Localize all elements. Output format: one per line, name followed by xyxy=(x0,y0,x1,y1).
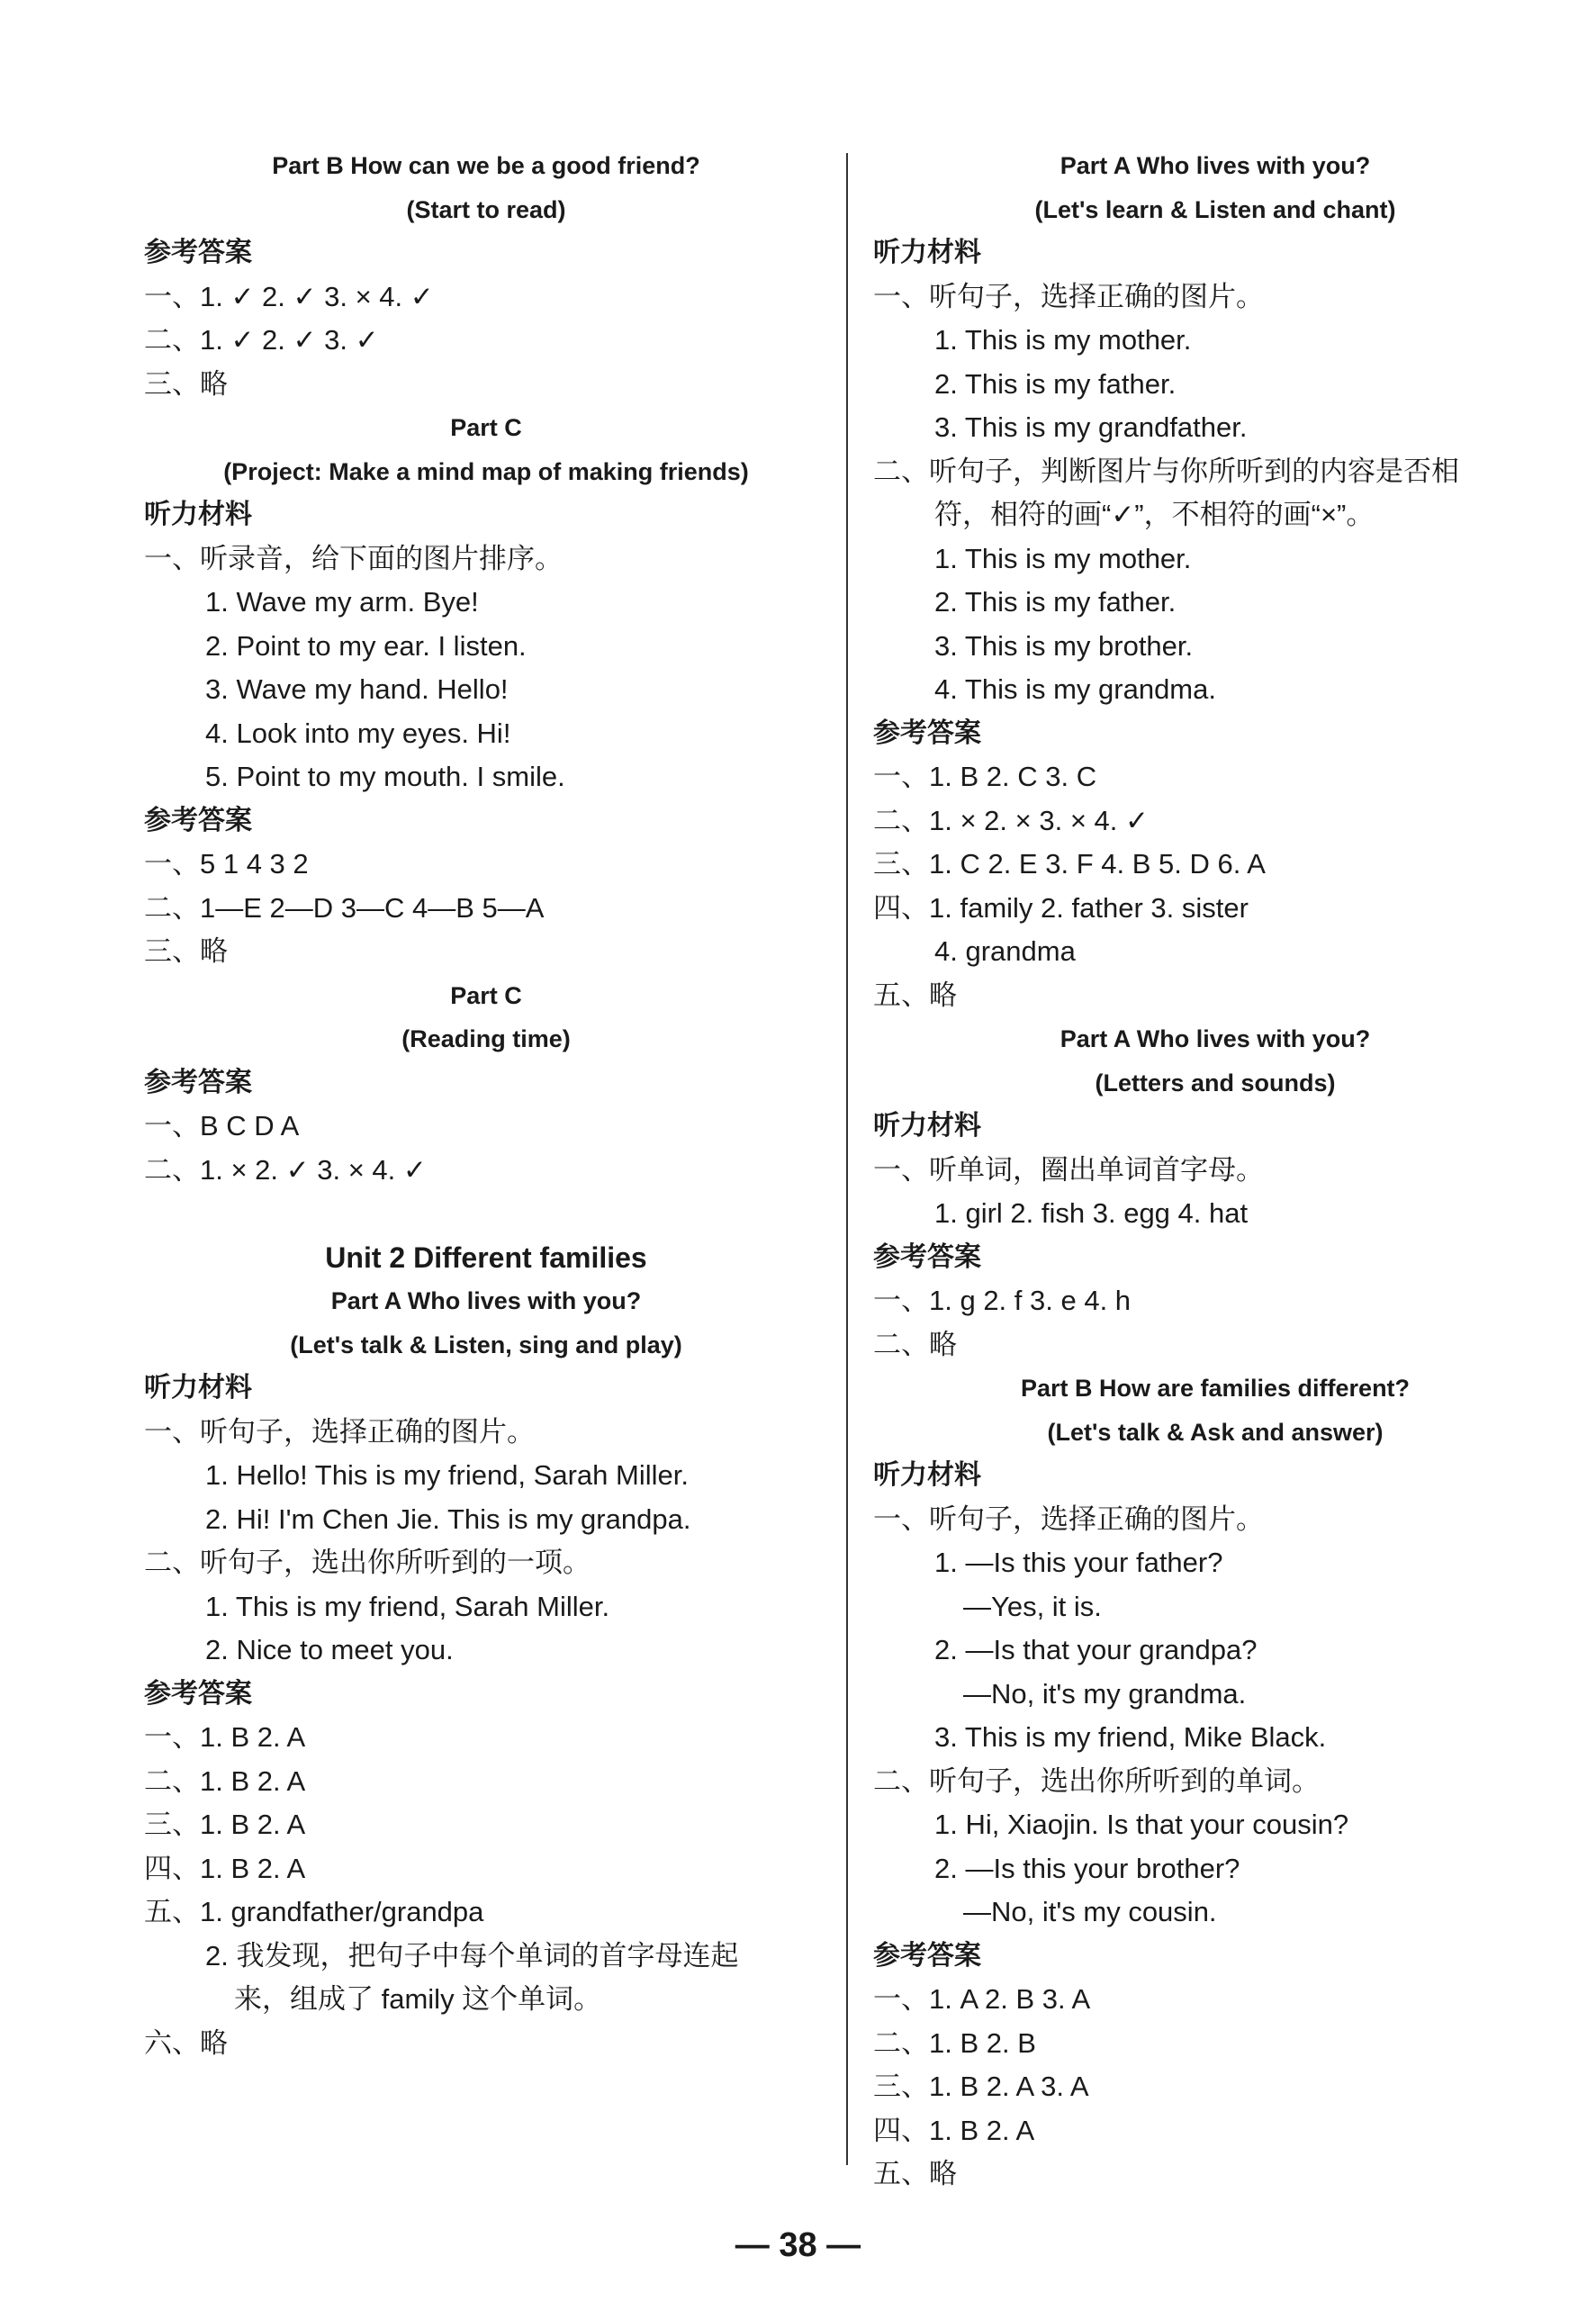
text-line: —No, it's my grandma. xyxy=(963,1677,1247,1710)
subsection-heading: 听力材料 xyxy=(873,1460,981,1490)
text-line: 2. Point to my ear. I listen. xyxy=(205,629,527,662)
text-line: 2. Hi! I'm Chen Jie. This is my grandpa. xyxy=(205,1502,691,1535)
text-line: 二、听句子，选出你所听到的一项。 xyxy=(144,1547,591,1578)
text-line: 四、1. family 2. father 3. sister xyxy=(873,891,1249,924)
text-line: 1. Hello! This is my friend, Sarah Miller. xyxy=(205,1459,689,1491)
text-line: 一、1. B 2. A xyxy=(144,1721,306,1753)
subsection-heading: 参考答案 xyxy=(873,1241,981,1272)
text-line: 1. Hi, Xiaojin. Is that your cousin? xyxy=(934,1809,1349,1840)
subsection-heading: 参考答案 xyxy=(144,1678,252,1709)
section-heading: Part C xyxy=(450,414,522,441)
subsection-heading: 参考答案 xyxy=(144,238,252,267)
section-heading: (Project: Make a mind map of making friends) xyxy=(223,457,749,485)
section-heading: Part A Who lives with you? xyxy=(1059,152,1371,179)
text-line: 二、听句子，判断图片与你所听到的内容是否相 xyxy=(873,455,1459,487)
text-line: 一、5 1 4 3 2 xyxy=(144,848,309,880)
text-line: 一、听录音，给下面的图片排序。 xyxy=(144,542,563,574)
text-line: 一、听句子，选择正确的图片。 xyxy=(144,1415,535,1448)
text-line: 5. Point to my mouth. I smile. xyxy=(205,761,565,792)
text-line: 三、略 xyxy=(144,367,228,400)
text-line: 六、略 xyxy=(144,2026,228,2059)
text-line: 2. 我发现，把句子中每个单词的首字母连起 xyxy=(205,1939,739,1972)
text-line: 三、1. B 2. A 3. A xyxy=(873,2071,1089,2102)
text-line: 一、1. B 2. C 3. C xyxy=(873,761,1097,792)
section-heading: Part B How are families different? xyxy=(1020,1375,1411,1402)
text-line: 一、听单词，圈出单词首字母。 xyxy=(873,1153,1264,1186)
section-heading: Part C xyxy=(450,981,522,1009)
subsection-heading: 参考答案 xyxy=(873,717,981,748)
text-line: 五、略 xyxy=(873,979,957,1011)
text-line: 1. girl 2. fish 3. egg 4. hat xyxy=(934,1197,1249,1229)
text-line: 1. Wave my arm. Bye! xyxy=(205,586,479,618)
text-line: 一、听句子，选择正确的图片。 xyxy=(873,1502,1264,1535)
section-heading: Part B How can we be a good friend? xyxy=(272,152,700,179)
text-line: 二、1. B 2. B xyxy=(873,2026,1036,2059)
text-line: 4. Look into my eyes. Hi! xyxy=(205,717,511,749)
subsection-heading: 听力材料 xyxy=(873,238,981,267)
text-line: 三、1. B 2. A xyxy=(144,1809,306,1840)
page-number: — 38 — xyxy=(735,2226,861,2264)
text-line: 2. —Is this your brother? xyxy=(934,1852,1240,1884)
section-heading: (Start to read) xyxy=(406,195,566,223)
text-line: —No, it's my cousin. xyxy=(963,1896,1217,1927)
column-divider xyxy=(846,153,848,2165)
text-line: 3. Wave my hand. Hello! xyxy=(205,673,509,705)
right-column xyxy=(873,144,1557,2197)
text-line: 3. This is my brother. xyxy=(934,629,1194,662)
section-heading: (Letters and sounds) xyxy=(1095,1069,1336,1096)
text-line: 3. This is my grandfather. xyxy=(934,411,1248,443)
subsection-heading: 参考答案 xyxy=(144,1067,252,1097)
text-line: 2. This is my father. xyxy=(934,367,1177,400)
text-line: 2. Nice to meet you. xyxy=(205,1634,454,1665)
text-line: 一、1. A 2. B 3. A xyxy=(873,1983,1091,2015)
subsection-heading: 听力材料 xyxy=(144,500,252,529)
text-line: 二、1. ✓ 2. ✓ 3. ✓ xyxy=(144,324,379,356)
section-heading: (Let's talk & Listen, sing and play) xyxy=(290,1331,682,1358)
text-line: 来，组成了 family 这个单词。 xyxy=(234,1983,602,2015)
text-line: 2. This is my father. xyxy=(934,586,1177,618)
text-line: 一、1. ✓ 2. ✓ 3. × 4. ✓ xyxy=(144,280,434,312)
text-line: 一、1. g 2. f 3. e 4. h xyxy=(873,1285,1132,1316)
section-heading: (Let's talk & Ask and answer) xyxy=(1047,1418,1384,1446)
unit-title: Unit 2 Different families xyxy=(325,1241,647,1274)
text-line: 三、略 xyxy=(144,935,228,967)
text-line: 4. This is my grandma. xyxy=(934,673,1216,705)
left-column xyxy=(144,144,828,2065)
text-line: 1. This is my mother. xyxy=(934,324,1192,356)
text-line: 四、1. B 2. A xyxy=(144,1852,306,1884)
text-line: 4. grandma xyxy=(934,935,1076,967)
text-line: 二、1. B 2. A xyxy=(144,1764,306,1797)
subsection-heading: 参考答案 xyxy=(873,1940,981,1971)
text-line: 二、1. × 2. × 3. × 4. ✓ xyxy=(873,804,1149,836)
text-line: 符，相符的画“✓”，不相符的画“×”。 xyxy=(934,499,1375,530)
text-line: 1. This is my mother. xyxy=(934,542,1192,574)
text-line: 一、听句子，选择正确的图片。 xyxy=(873,280,1264,312)
text-line: 2. —Is that your grandpa? xyxy=(934,1634,1258,1665)
text-line: 二、听句子，选出你所听到的单词。 xyxy=(873,1764,1320,1797)
section-heading: (Reading time) xyxy=(401,1025,571,1052)
subsection-heading: 听力材料 xyxy=(873,1111,981,1141)
text-line: 五、略 xyxy=(873,2158,957,2189)
text-line: —Yes, it is. xyxy=(963,1590,1102,1622)
text-line: 1. This is my friend, Sarah Miller. xyxy=(205,1590,610,1622)
section-heading: Part A Who lives with you? xyxy=(330,1287,642,1314)
text-line: 二、略 xyxy=(873,1328,957,1360)
section-heading: (Let's learn & Listen and chant) xyxy=(1034,195,1396,223)
text-line: 一、B C D A xyxy=(144,1110,300,1141)
text-line: 三、1. C 2. E 3. F 4. B 5. D 6. A xyxy=(873,848,1266,880)
subsection-heading: 听力材料 xyxy=(144,1373,252,1403)
text-line: 二、1—E 2—D 3—C 4—B 5—A xyxy=(144,891,545,924)
section-heading: Part A Who lives with you? xyxy=(1059,1025,1371,1052)
text-line: 五、1. grandfather/grandpa xyxy=(144,1896,484,1927)
text-line: 3. This is my friend, Mike Black. xyxy=(934,1721,1327,1753)
text-line: 二、1. × 2. ✓ 3. × 4. ✓ xyxy=(144,1153,427,1186)
text-line: 1. —Is this your father? xyxy=(934,1547,1223,1578)
subsection-heading: 参考答案 xyxy=(144,805,252,835)
spacer xyxy=(144,1192,828,1236)
text-line: 四、1. B 2. A xyxy=(873,2114,1035,2146)
